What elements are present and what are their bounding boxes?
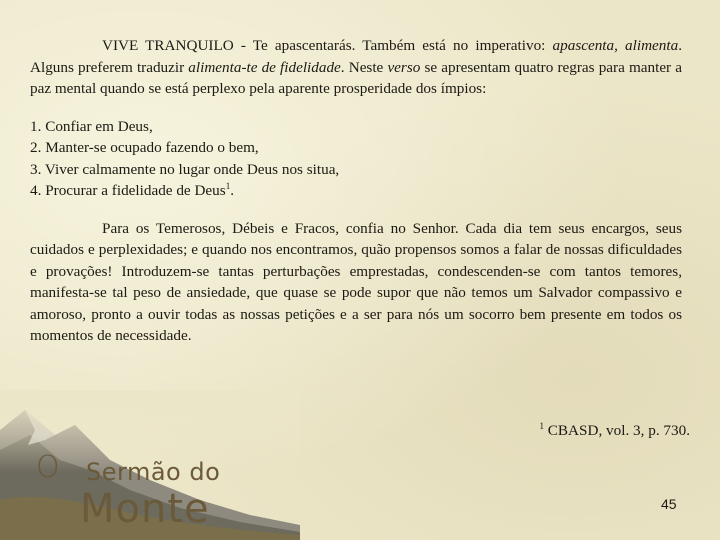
intro-text-4: se apresentam quatro regras para manter a paz mental quando se está perplexo pela aparente prosperidade dos ímpios:	[30, 58, 682, 97]
page-number: 45	[661, 496, 677, 512]
brand-monte: Monte	[80, 486, 210, 532]
intro-italic-3: verso	[387, 58, 421, 76]
brand-sermao: Sermão do	[86, 458, 221, 486]
footnote-mark: 1	[539, 420, 544, 431]
intro-italic-1: apascenta, alimenta	[552, 37, 679, 54]
body-paragraph: Para os Temerosos, Débeis e Fracos, confia no Senhor. Cada dia tem seus encargos, seus cuidados e perplexidades; e quando nos encontramos, quão propensos somos a falar de nossas dificuldades e provações! Introduzem-se tantas perturbações emprestadas, condescenden-se com tantos temores, manifesta-se tal peso de ansiedade, que quase se pode supor que não temos um Salvador compassivo e amoroso, pronto a ouvir todas as nossas petições e a ser para nós um socorro bem presente em todos os momentos de necessidade.	[30, 219, 682, 344]
footnote-text: CBASD, vol. 3, p. 730.	[544, 422, 690, 439]
footnote-reference[interactable]: 1	[225, 180, 231, 191]
rule-4-end: .	[230, 182, 234, 199]
rule-4-text: 4. Procurar a fidelidade de Deus	[30, 182, 226, 199]
list-item	[30, 180, 682, 202]
rules-list	[30, 116, 682, 202]
intro-text-1: Te apascentarás. Também está no imperativo:	[252, 37, 553, 54]
footnote	[540, 420, 691, 441]
list-item: 3. Viver calmamente no lugar onde Deus nos situa,	[30, 160, 340, 178]
intro-text-2: . Alguns preferem traduzir	[30, 37, 682, 76]
intro-text-3: . Neste	[340, 58, 388, 76]
intro-separator: -	[233, 37, 253, 54]
list-item: 2. Manter-se ocupado fazendo o bem,	[30, 139, 259, 156]
list-item: 1. Confiar em Deus,	[30, 117, 153, 135]
main-text	[30, 35, 682, 347]
intro-heading: VIVE TRANQUILO	[102, 37, 234, 54]
intro-paragraph	[30, 35, 682, 100]
intro-italic-2: alimenta-te de fidelidade	[188, 58, 341, 76]
brand-o: O	[36, 450, 60, 485]
